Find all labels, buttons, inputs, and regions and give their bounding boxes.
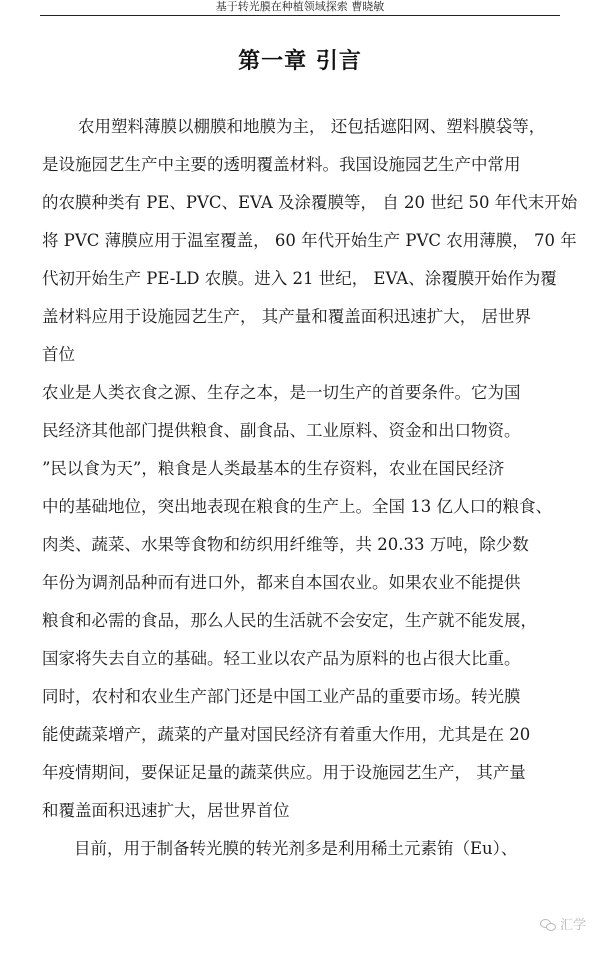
text-line: 代初开始生产 PE-LD 农膜。进入 21 世纪， EVA、涂覆膜开始作为覆 — [42, 269, 557, 288]
chapter-title: 第一章 引言 — [238, 48, 362, 74]
text-line: 农业是人类衣食之源、生存之本，是一切生产的首要条件。它为国 — [42, 383, 521, 402]
text-line: 能使蔬菜增产，蔬菜的产量对国民经济有着重大作用，尤其是在 20 — [42, 725, 531, 744]
text-line: 将 PVC 薄膜应用于温室覆盖， 60 年代开始生产 PVC 农用薄膜， 70 年 — [42, 231, 577, 250]
running-header-text: 基于转光膜在种植领域探索 曹晓敏 — [215, 0, 385, 13]
text-line: 是设施园艺生产中主要的透明覆盖材料。我国设施园艺生产中常用 — [42, 155, 521, 174]
text-line: 盖材料应用于设施园艺生产， 其产量和覆盖面积迅速扩大， 居世界 — [42, 307, 531, 326]
text-line: 国家将失去自立的基础。轻工业以农产品为原料的也占很大比重。 — [42, 649, 521, 668]
text-line: 中的基础地位，突出地表现在粮食的生产上。全国 13 亿人口的粮食、 — [42, 497, 552, 516]
text-line: 首位 — [42, 345, 75, 364]
text-line: 和覆盖面积迅速扩大，居世界首位 — [42, 801, 290, 820]
text-line: 同时，农村和农业生产部门还是中国工业产品的重要市场。转光膜 — [42, 687, 521, 706]
text-line: 民经济其他部门提供粮食、副食品、工业原料、资金和出口物资。 — [42, 421, 521, 440]
running-header — [40, 0, 560, 16]
watermark — [540, 914, 586, 933]
watermark-text: 汇学 — [559, 918, 586, 933]
text-line: 农用塑料薄膜以棚膜和地膜为主， 还包括遮阳网、塑料膜袋等， — [78, 117, 546, 136]
text-line: ”民以食为天”，粮食是人类最基本的生存资料，农业在国民经济 — [42, 459, 505, 478]
text-line: 粮食和必需的食品，那么人民的生活就不会安定，生产就不能发展， — [42, 611, 537, 630]
text-line: 年疫情期间，要保证足量的蔬菜供应。用于设施园艺生产， 其产量 — [42, 763, 526, 782]
text-line: 目前，用于制备转光膜的转光剂多是利用稀土元素铕（Eu）、 — [74, 839, 518, 858]
text-line: 年份为调剂品种而有进口外，都来自本国农业。如果农业不能提供 — [42, 573, 521, 592]
wechat-icon — [540, 918, 556, 930]
text-line: 肉类、蔬菜、水果等食物和纺织用纤维等，共 20.33 万吨，除少数 — [42, 535, 529, 554]
text-line: 的农膜种类有 PE、PVC、EVA 及涂覆膜等， 自 20 世纪 50 年代末开始 — [42, 193, 578, 212]
